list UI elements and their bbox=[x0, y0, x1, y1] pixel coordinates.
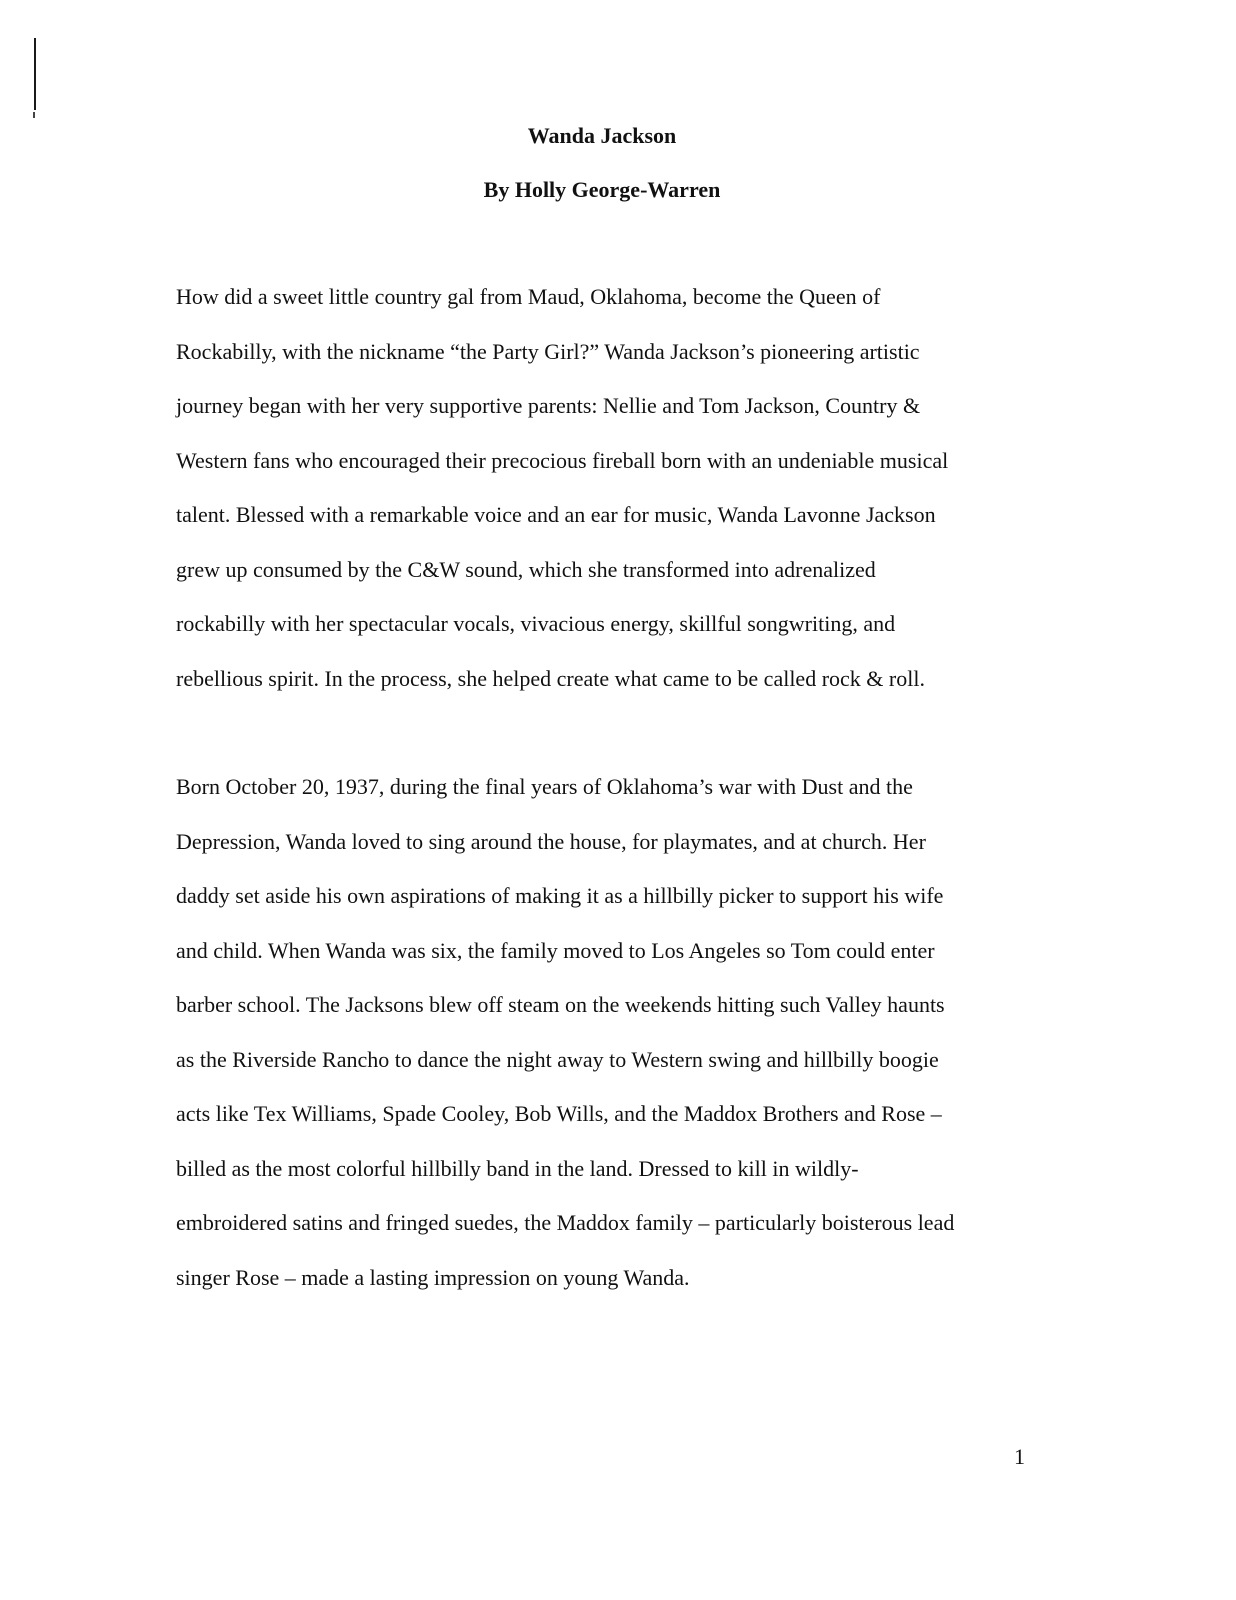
text-line: Born October 20, 1937, during the final years of Oklahoma’s war with Dust and the bbox=[176, 774, 913, 799]
document-title: Wanda Jackson bbox=[527, 123, 677, 148]
text-line: barber school. The Jacksons blew off steam on the weekends hitting such Valley haunts bbox=[176, 992, 945, 1017]
text-line: Rockabilly, with the nickname “the Party Girl?” Wanda Jackson’s pioneering artistic bbox=[176, 338, 920, 364]
scan-margin-speck bbox=[33, 112, 35, 118]
text-line: Western fans who encouraged their precocious fireball born with an undeniable musical bbox=[176, 447, 949, 473]
text-line: talent. Blessed with a remarkable voice and an ear for music, Wanda Lavonne Jackson bbox=[176, 502, 936, 527]
paragraph-1 bbox=[176, 282, 1036, 718]
text-line: journey began with her very supportive parents: Nellie and Tom Jackson, Country & bbox=[176, 393, 921, 418]
text-line: rockabilly with her spectacular vocals, vivacious energy, skillful songwriting, and bbox=[176, 611, 896, 636]
text-line: embroidered satins and fringed suedes, the Maddox family – particularly boisterous lead bbox=[176, 1210, 955, 1235]
text-line: as the Riverside Rancho to dance the night away to Western swing and hillbilly boogie bbox=[176, 1046, 939, 1072]
text-line: singer Rose – made a lasting impression on young Wanda. bbox=[176, 1264, 690, 1290]
scan-margin-mark bbox=[34, 38, 36, 110]
text-line: daddy set aside his own aspirations of making it as a hillbilly picker to support his wife bbox=[176, 883, 944, 908]
text-line: billed as the most colorful hillbilly band in the land. Dressed to kill in wildly- bbox=[176, 1155, 859, 1181]
text-line: acts like Tex Williams, Spade Cooley, Bob Wills, and the Maddox Brothers and Rose – bbox=[176, 1101, 942, 1126]
text-line: Depression, Wanda loved to sing around the house, for playmates, and at church. Her bbox=[176, 828, 926, 854]
text-line: and child. When Wanda was six, the family moved to Los Angeles so Tom could enter bbox=[176, 937, 935, 963]
page-number: 1 bbox=[1014, 1444, 1025, 1469]
text-line: How did a sweet little country gal from Maud, Oklahoma, become the Queen of bbox=[176, 284, 881, 309]
document-byline: By Holly George-Warren bbox=[483, 177, 721, 202]
paragraph-2 bbox=[176, 772, 1036, 1317]
text-line: grew up consumed by the C&W sound, which she transformed into adrenalized bbox=[176, 556, 876, 582]
text-line: rebellious spirit. In the process, she helped create what came to be called rock & roll. bbox=[176, 665, 925, 691]
